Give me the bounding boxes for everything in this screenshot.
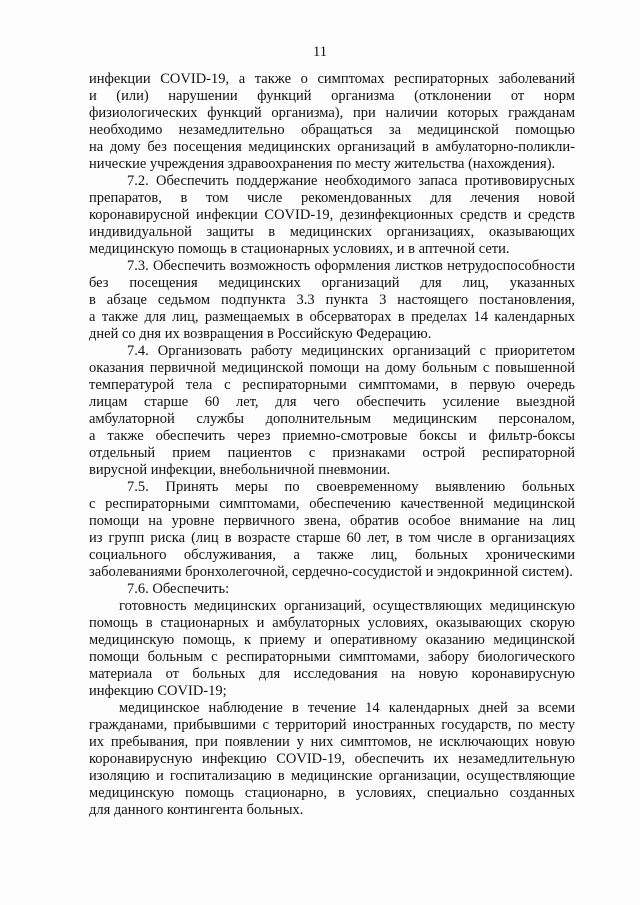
- text-line: оказания первичной медицинской помощи на дому больным с повышенной: [89, 360, 575, 376]
- text-line: индивидуальной защиты в медицинских организациях, оказывающих: [89, 224, 575, 240]
- text-line: дней со дня их возвращения в Российскую Федерацию.: [89, 326, 432, 342]
- text-line: помощь в стационарных и амбулаторных условиях, оказывающих скорую: [89, 615, 575, 631]
- text-line: коронавирусной инфекции COVID-19, дезинфекционных средств и средств: [89, 207, 575, 223]
- text-line: коронавирусную инфекцию COVID-19, обеспечить их незамедлительную: [89, 751, 575, 767]
- text-line: материала от больных для исследования на новую коронавирусную: [89, 666, 575, 682]
- text-line: амбулаторной службы дополнительным медицинским персоналом,: [89, 411, 575, 427]
- text-line: вирусной инфекции, внебольничной пневмонии.: [89, 462, 391, 478]
- text-line: заболеваниями бронхолегочной, сердечно-сосудистой и эндокринной систем).: [89, 564, 573, 580]
- text-line: температурой тела с респираторными симптомами, в первую очередь: [89, 377, 575, 393]
- text-line: а также обеспечить через приемно-смотровые боксы и фильтр-боксы: [89, 428, 575, 444]
- text-line: из групп риска (лиц в возрасте старше 60 лет, в том числе в организациях: [89, 530, 575, 546]
- text-line: и (или) нарушении функций организма (отклонении от норм: [89, 88, 575, 104]
- text-line: медицинскую помощь, к приему и оперативному оказанию медицинской: [89, 632, 575, 648]
- text-line: с респираторными симптомами, обеспечению качественной медицинской: [89, 496, 575, 512]
- text-line: лицам старше 60 лет, для чего обеспечить усиление выездной: [89, 394, 575, 410]
- text-line: препаратов, в том числе рекомендованных для лечения новой: [89, 190, 575, 206]
- text-line: медицинскую помощь в стационарных условиях, и в аптечной сети.: [89, 241, 510, 257]
- text-line: 7.6. Обеспечить:: [127, 581, 230, 597]
- text-line: физиологических функций организма), при наличии которых гражданам: [89, 105, 575, 121]
- page-number: 11: [313, 44, 327, 60]
- text-line: гражданами, прибывшими с территорий иностранных государств, по месту: [89, 717, 575, 733]
- text-line: инфекцию COVID-19;: [89, 683, 227, 699]
- text-line: социального обслуживания, а также лиц, больных хроническими: [89, 547, 575, 563]
- text-line: изоляцию и госпитализацию в медицинские организации, осуществляющие: [89, 768, 575, 784]
- text-line: отдельный прием пациентов с признаками острой респираторной: [89, 445, 575, 461]
- text-line: их пребывания, при появлении у них симптомов, не исключающих новую: [89, 734, 575, 750]
- text-line: медицинскую помощь стационарно, в условиях, специально созданных: [89, 785, 575, 801]
- text-line: в абзаце седьмом подпункта 3.3 пункта 3 настоящего постановления,: [89, 292, 575, 308]
- text-line: необходимо незамедлительно обращаться за медицинской помощью: [89, 122, 575, 138]
- text-line: 7.4. Организовать работу медицинских организаций с приоритетом: [127, 343, 575, 359]
- document-body: [89, 71, 575, 819]
- text-line: без посещения медицинских организаций для лиц, указанных: [89, 275, 575, 291]
- text-line: инфекции COVID-19, а также о симптомах респираторных заболеваний: [89, 71, 575, 87]
- text-line: для данного контингента больных.: [89, 802, 304, 818]
- text-line: 7.3. Обеспечить возможность оформления листков нетрудоспособности: [127, 258, 575, 274]
- text-line: 7.5. Принять меры по своевременному выявлению больных: [127, 479, 575, 495]
- text-line: на дому без посещения медицинских организаций в амбулаторно-поликли-: [89, 139, 575, 155]
- text-line: медицинское наблюдение в течение 14 календарных дней за всеми: [119, 700, 575, 716]
- text-line: 7.2. Обеспечить поддержание необходимого запаса противовирусных: [127, 173, 575, 189]
- text-line: помощи больным с респираторными симптомами, забору биологического: [89, 649, 575, 665]
- text-line: помощи на уровне первичного звена, обратив особое внимание на лиц: [89, 513, 575, 529]
- text-line: готовность медицинских организаций, осуществляющих медицинскую: [119, 598, 575, 614]
- text-line: нические учреждения здравоохранения по месту жительства (нахождения).: [89, 156, 556, 172]
- text-line: а также для лиц, размещаемых в обсерваторах в пределах 14 календарных: [89, 309, 575, 325]
